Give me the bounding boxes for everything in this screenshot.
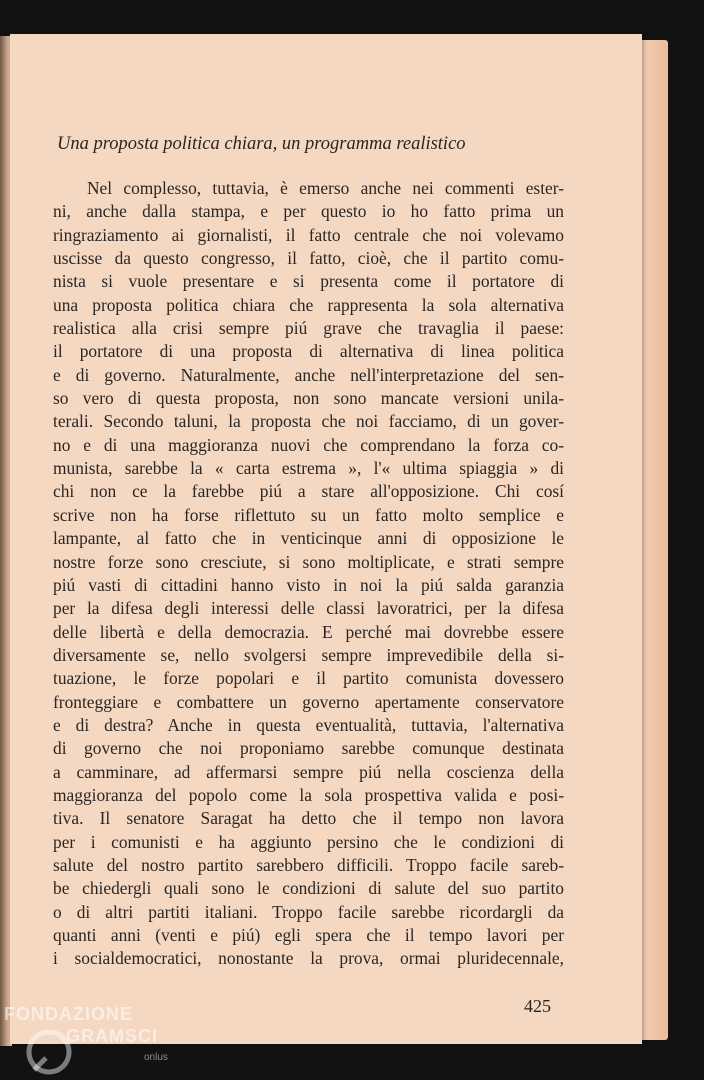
text-line: nostre forze sono cresciute, si sono moltiplicate, e strati sempre	[53, 551, 564, 572]
text-line: ni, anche dalla stampa, e per questo io ho fatto prima un	[53, 201, 564, 222]
text-line: lampante, al fatto che in venticinque anni di opposizione le	[53, 528, 564, 549]
text-line: quanti anni (venti e piú) egli spera che il tempo lavori per	[53, 925, 564, 945]
text-line: per i comunisti e ha aggiunto persino che le condizioni di	[53, 831, 564, 852]
watermark-line-3: onlus	[144, 1052, 168, 1063]
text-line: e di governo. Naturalmente, anche nell'interpretazione del sen-	[53, 364, 564, 385]
text-line: di governo che noi proponiamo sarebbe comunque destinata	[53, 738, 564, 759]
text-line: per la difesa degli interessi delle classi lavoratrici, per la difesa	[53, 598, 564, 619]
text-line: il portatore di una proposta di alternativa di linea politica	[53, 341, 564, 362]
watermark-line-2: GRAMSCI	[66, 1026, 158, 1046]
text-line: Nel complesso, tuttavia, è emerso anche nei commenti ester-	[87, 178, 564, 198]
text-line: piú vasti di cittadini hanno visto in noi la piú salda garanzia	[53, 574, 564, 595]
text-line: i socialdemocratici, nonostante la prova, ormai pluridecennale,	[53, 948, 564, 969]
text-line: o di altri partiti italiani. Troppo facile sarebbe ricordargli da	[53, 901, 564, 922]
text-line: munista, sarebbe la « carta estrema », l'« ultima spiaggia » di	[53, 458, 564, 479]
text-line: nista si vuole presentare e si presenta come il portatore di	[53, 271, 564, 292]
text-line: scrive non ha forse riflettuto su un fatto molto semplice e	[53, 504, 564, 525]
text-line: tuazione, le forze popolari e il partito comunista dovessero	[53, 668, 564, 689]
watermark-line-1: FONDAZIONE	[4, 1004, 133, 1024]
text-line: be chiedergli quali sono le condizioni di salute del suo partito	[53, 878, 564, 899]
text-line: terali. Secondo taluni, la proposta che noi facciamo, di un gover-	[53, 411, 564, 432]
text-line: una proposta politica chiara che rappresenta la sola alternativa	[53, 294, 564, 315]
text-line: maggioranza del popolo come la sola prospettiva valida e posi-	[53, 784, 564, 805]
text-line: e di destra? Anche in questa eventualità, tuttavia, l'alternativa	[53, 714, 564, 735]
watermark-logo	[4, 1000, 204, 1078]
text-line: diversamente se, nello svolgersi sempre imprevedibile della si-	[53, 644, 564, 665]
text-line: salute del nostro partito sarebbero difficili. Troppo facile sareb-	[53, 854, 564, 875]
text-line: tiva. Il senatore Saragat ha detto che il tempo non lavora	[53, 808, 564, 829]
text-line: a camminare, ad affermarsi sempre piú nella coscienza della	[53, 761, 564, 782]
body-text	[53, 177, 564, 971]
text-line: delle libertà e della democrazia. E perché mai dovrebbe essere	[53, 621, 564, 642]
page-number: 425	[524, 996, 551, 1016]
text-line: no e di una maggioranza nuovi che comprendano la forza co-	[53, 434, 564, 455]
text-line: realistica alla crisi sempre piú grave che travaglia il paese:	[53, 318, 564, 339]
text-line: uscisse da questo congresso, il fatto, cioè, che il partito comu-	[53, 248, 564, 269]
text-line: chi non ce la farebbe piú a stare all'opposizione. Chi cosí	[53, 481, 564, 502]
text-line: ringraziamento ai giornalisti, il fatto centrale che noi volevamo	[53, 224, 564, 245]
running-head: Una proposta politica chiara, un programma realistico	[57, 134, 466, 154]
text-line: so vero di questa proposta, non sono mancate versioni unila-	[53, 388, 564, 409]
text-line: fronteggiare e combattere un governo apertamente conservatore	[53, 691, 564, 712]
